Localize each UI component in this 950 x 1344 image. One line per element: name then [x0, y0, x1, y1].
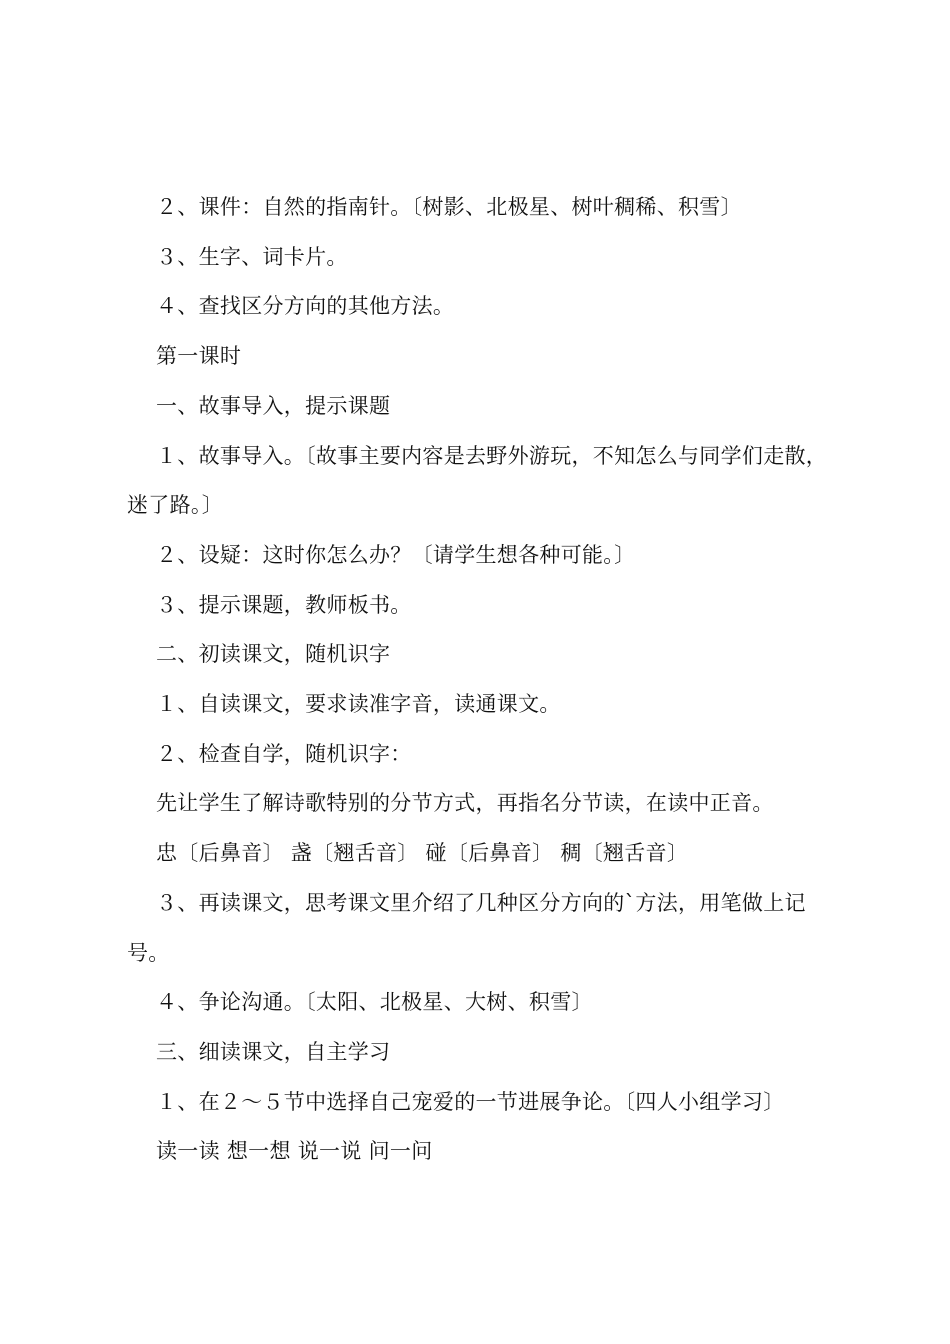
lesson-heading: 第一课时: [156, 344, 242, 369]
paragraph-pronunciation: 忠〔后鼻音〕 盏〔翘舌音〕 碰〔后鼻音〕 稠〔翘舌音〕: [156, 841, 689, 866]
paragraph-discussion: ４、争论沟通。〔太阳、北极星、大树、积雪〕: [156, 990, 593, 1015]
section-heading-3: 三、细读课文，自主学习: [156, 1039, 391, 1064]
paragraph-poem-sections: 先让学生了解诗歌特别的分节方式，再指名分节读，在读中正音。: [156, 791, 774, 816]
section-heading-1: 一、故事导入，提示课题: [156, 393, 391, 418]
section-heading-2: 二、初读课文，随机识字: [156, 642, 391, 667]
paragraph-check: ２、检查自学，随机识字：: [156, 741, 412, 766]
paragraph-story-intro: １、故事导入。〔故事主要内容是去野外游玩，不知怎么与同学们走散，迷了路。〕: [127, 443, 828, 518]
paragraph-word-cards: ３、生字、词卡片。: [156, 244, 348, 269]
paragraph-activities: 读一读 想一想 说一说 问一问: [156, 1139, 433, 1164]
paragraph-other-methods: ４、查找区分方向的其他方法。: [156, 294, 455, 319]
paragraph-courseware: ２、课件：自然的指南针。〔树影、北极星、树叶稠稀、积雪〕: [156, 195, 742, 219]
paragraph-reread: ３、再读课文，思考课文里介绍了几种区分方向的`方法，用笔做上记号。: [127, 890, 806, 965]
paragraph-question: ２、设疑：这时你怎么办？〔请学生想各种可能。〕: [156, 542, 636, 567]
paragraph-show-title: ３、提示课题，教师板书。: [156, 592, 412, 617]
paragraph-self-read: １、自读课文，要求读准字音，读通课文。: [156, 692, 561, 717]
document-body: [127, 183, 837, 1177]
paragraph-choose-section: １、在２～５节中选择自己宠爱的一节进展争论。〔四人小组学习〕: [156, 1089, 785, 1114]
